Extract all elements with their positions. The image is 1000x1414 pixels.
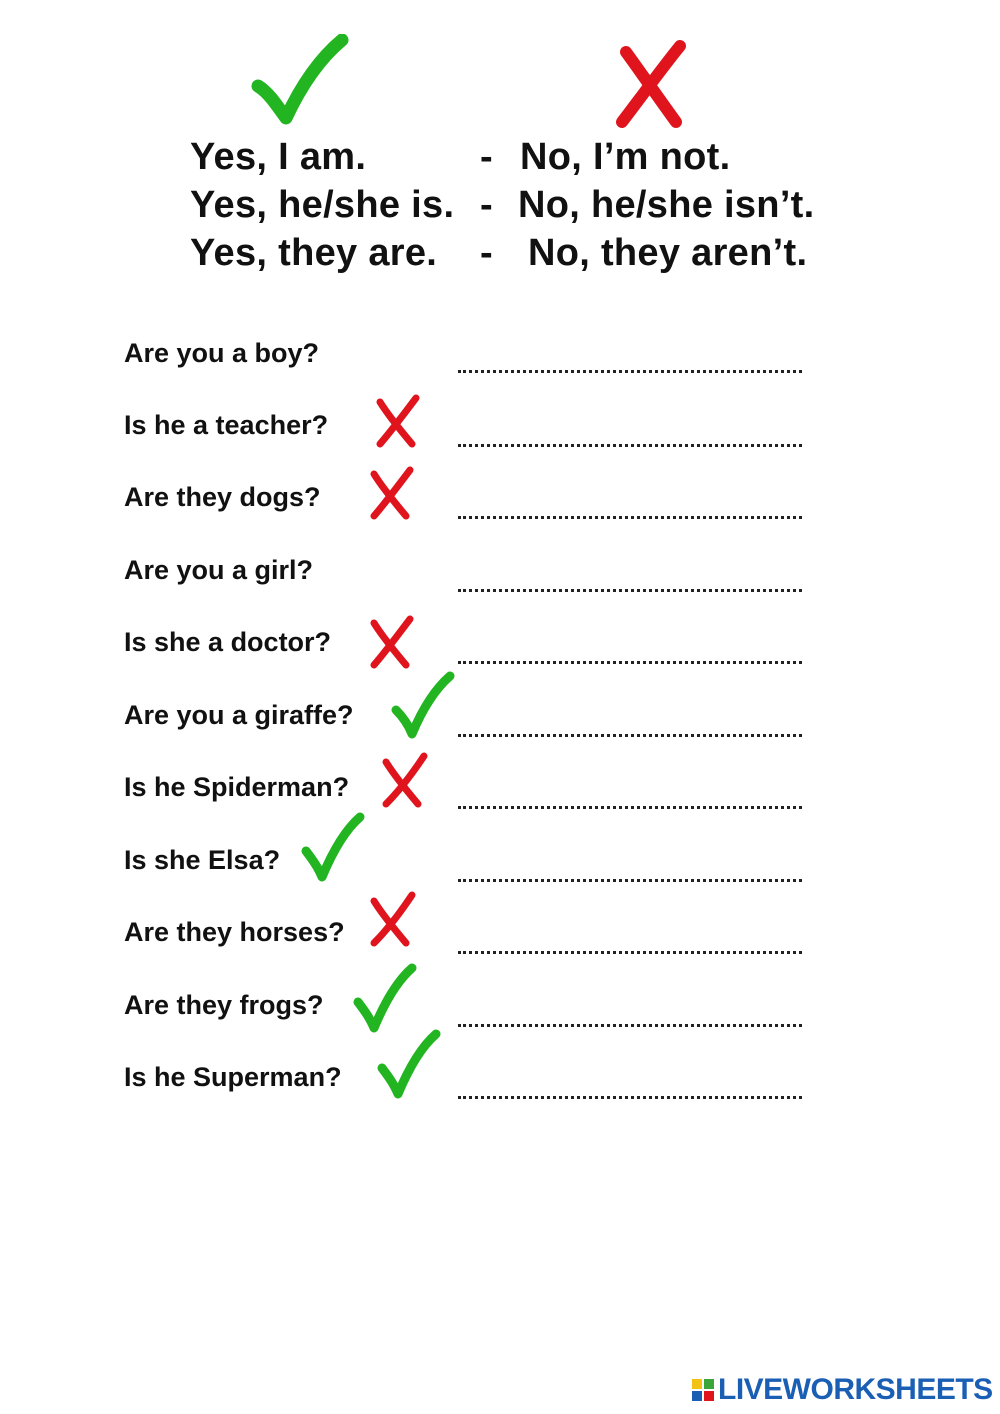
question-text: Are they horses?: [124, 917, 345, 947]
answer-input[interactable]: [458, 990, 802, 1027]
cross-icon: [378, 752, 430, 810]
answer-input[interactable]: [458, 336, 802, 373]
logo-text: LIVEWORKSHEETS: [718, 1373, 993, 1406]
cross-icon: [612, 38, 692, 130]
question-text: Are you a girl?: [124, 555, 314, 585]
cross-icon: [366, 466, 416, 522]
question-text: Is she Elsa?: [124, 845, 281, 875]
question-text: Are they frogs?: [124, 990, 324, 1020]
question-row: [0, 988, 1000, 1060]
question-row: [0, 480, 1000, 552]
answer-input[interactable]: [458, 482, 802, 519]
answer-input[interactable]: [458, 772, 802, 809]
cross-icon: [366, 891, 418, 949]
answer-input[interactable]: [458, 917, 802, 954]
answer-input[interactable]: [458, 627, 802, 664]
question-text: Is he Superman?: [124, 1062, 342, 1092]
answer-input[interactable]: [458, 555, 802, 592]
key-dash-3: -: [480, 232, 493, 274]
check-icon: [250, 34, 350, 126]
key-dash-2: -: [480, 184, 493, 226]
question-row: [0, 698, 1000, 770]
question-text: Are you a giraffe?: [124, 700, 354, 730]
question-text: Are they dogs?: [124, 482, 321, 512]
answer-input[interactable]: [458, 1062, 802, 1099]
question-row: [0, 843, 1000, 915]
answer-input[interactable]: [458, 700, 802, 737]
question-text: Is he Spiderman?: [124, 772, 350, 802]
check-icon: [376, 1028, 442, 1100]
key-dash-1: -: [480, 136, 493, 178]
question-row: [0, 336, 1000, 408]
question-row: [0, 915, 1000, 987]
question-row: [0, 1060, 1000, 1132]
question-row: [0, 553, 1000, 625]
answer-input[interactable]: [458, 845, 802, 882]
key-yes-3: Yes, they are.: [190, 232, 438, 274]
question-text: Is she a doctor?: [124, 627, 332, 657]
check-icon: [300, 811, 366, 883]
key-no-3: No, they aren’t.: [528, 232, 808, 274]
check-icon: [390, 670, 456, 740]
key-no-2: No, he/she isn’t.: [518, 184, 815, 226]
logo-grid-icon: [692, 1379, 714, 1401]
liveworksheets-logo: [692, 1373, 992, 1407]
key-yes-2: Yes, he/she is.: [190, 184, 455, 226]
question-text: Are you a boy?: [124, 338, 320, 368]
cross-icon: [366, 615, 416, 671]
key-no-1: No, I’m not.: [520, 136, 731, 178]
question-text: Is he a teacher?: [124, 410, 329, 440]
answer-input[interactable]: [458, 410, 802, 447]
question-row: [0, 625, 1000, 697]
question-row: [0, 770, 1000, 842]
question-row: [0, 408, 1000, 480]
check-icon: [352, 962, 418, 1034]
cross-icon: [372, 394, 422, 450]
key-yes-1: Yes, I am.: [190, 136, 367, 178]
